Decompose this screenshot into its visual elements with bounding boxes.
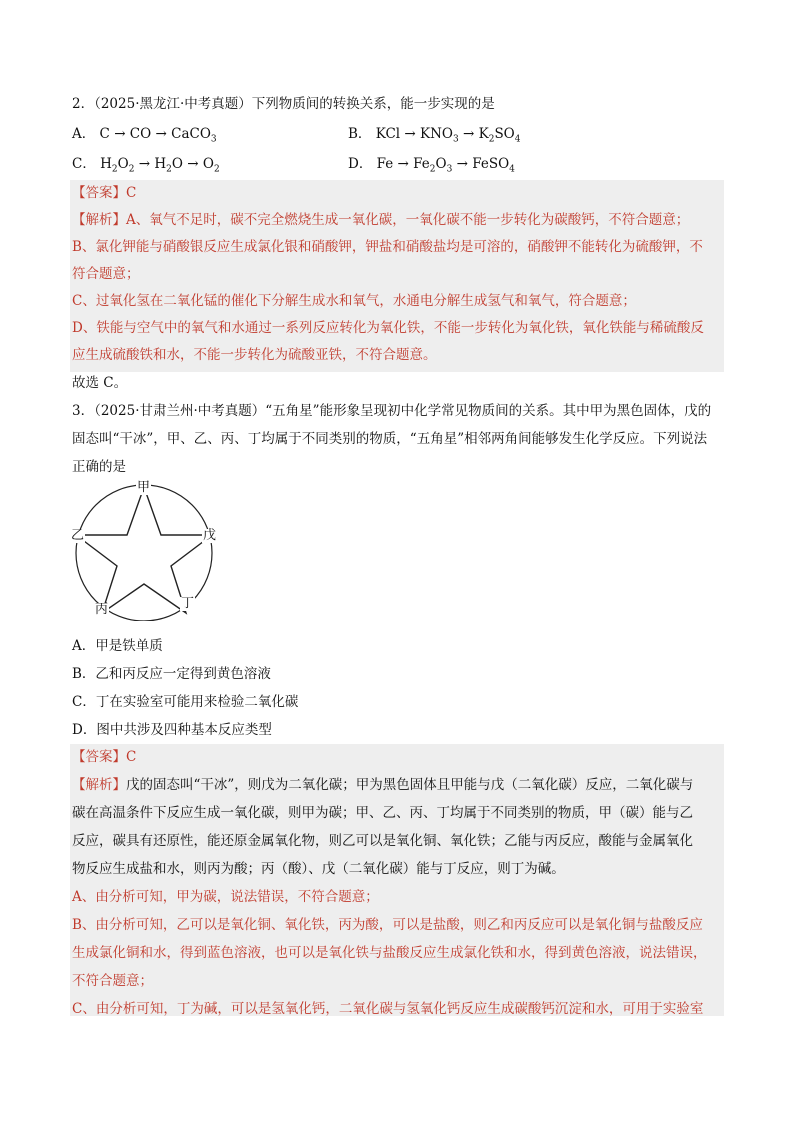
q3-analysis-line-5: A、由分析可知，甲为碳，说法错误，不符合题意； bbox=[72, 889, 379, 905]
q2-stem: 2．（2025·黑龙江·中考真题）下列物质间的转换关系，能一步实现的是 bbox=[72, 96, 495, 112]
q3-option-d[interactable]: D．图中共涉及四种基本反应类型 bbox=[72, 722, 272, 738]
q3-analysis-line-4: 物反应生成盐和水，则丙为酸；丙（酸）、戊（二氧化碳）能与丁反应，则丁为碱。 bbox=[72, 861, 565, 877]
five-pointed-star-diagram bbox=[70, 481, 220, 621]
q2-answer-panel bbox=[70, 180, 724, 372]
q2-analysis-line-6: 应生成硫酸铁和水，不能一步转化为硫酸亚铁，不符合题意。 bbox=[72, 347, 437, 363]
q3-analysis-line-2: 碳在高温条件下反应生成一氧化碳，则甲为碳；甲、乙、丙、丁均属于不同类别的物质，甲（碳）能与乙 bbox=[72, 805, 693, 821]
q3-analysis-line-9: C、由分析可知，丁为碱，可以是氢氧化钙，二氧化碳与氢氧化钙反应生成碳酸钙沉淀和水，可用于实验室 bbox=[72, 1001, 704, 1017]
label-jia: 甲 bbox=[137, 480, 151, 495]
q2-analysis-line-2: B、氯化钾能与硝酸银反应生成氯化银和硝酸钾，钾盐和硝酸盐均是可溶的，硝酸钾不能转化为硫酸钾，不 bbox=[72, 239, 703, 255]
q3-stem-line-1: 3．（2025·甘肃兰州·中考真题）“五角星”能形象呈现初中化学常见物质间的关系。其中甲为黑色固体，戊的 bbox=[72, 403, 712, 419]
q2-analysis-line-3: 符合题意； bbox=[72, 266, 140, 282]
label-bing: 丙 bbox=[95, 602, 109, 617]
label-yi: 乙 bbox=[71, 528, 85, 543]
q3-stem-line-2: 固态叫“干冰”，甲、乙、丙、丁均属于不同类别的物质，“五角星”相邻两角间能够发生化学反应。下列说法 bbox=[72, 431, 708, 447]
label-wu: 戊 bbox=[203, 528, 217, 543]
q3-option-a[interactable]: A．甲是铁单质 bbox=[72, 638, 163, 654]
q3-option-c[interactable]: C．丁在实验室可能用来检验二氧化碳 bbox=[72, 694, 299, 710]
q2-analysis-line-5: D、铁能与空气中的氧气和水通过一系列反应转化为氧化铁，不能一步转化为氧化铁，氧化铁能与稀硫酸反 bbox=[72, 320, 704, 336]
q3-answer: 【答案】C bbox=[72, 749, 137, 765]
q3-analysis-line-8: 不符合题意； bbox=[72, 973, 153, 989]
q3-option-b[interactable]: B．乙和丙反应一定得到黄色溶液 bbox=[72, 666, 271, 682]
label-ding: 丁 bbox=[181, 596, 195, 611]
q3-analysis-line-3: 反应，碳具有还原性，能还原金属氧化物，则乙可以是氧化铜、氧化铁；乙能与丙反应，酸能与金属氧化 bbox=[72, 833, 693, 849]
star-shape bbox=[76, 487, 212, 613]
q3-analysis-line-1: 【解析】戊的固态叫“干冰”，则戊为二氧化碳；甲为黑色固体且甲能与戊（二氧化碳）反应，二氧化碳与 bbox=[72, 777, 694, 793]
q3-analysis-line-6: B、由分析可知，乙可以是氧化铜、氧化铁，丙为酸，可以是盐酸，则乙和丙反应可以是氧化铜与盐酸反应 bbox=[72, 917, 703, 933]
q2-conclusion: 故选 C。 bbox=[72, 375, 128, 391]
q2-answer: 【答案】C bbox=[72, 185, 137, 201]
q3-analysis-line-7: 生成氯化铜和水，得到蓝色溶液，也可以是氧化铁与盐酸反应生成氯化铁和水，得到黄色溶液，说法错误， bbox=[72, 945, 707, 961]
q2-analysis-line-1: 【解析】A、氧气不足时，碳不完全燃烧生成一氧化碳，一氧化碳不能一步转化为碳酸钙，不符合题意； bbox=[72, 212, 690, 228]
q2-option-c[interactable]: C． $H_2O_2 \to H_2O \to O_2$ bbox=[72, 156, 220, 175]
q2-option-b[interactable]: B． KCl → $KNO_3 \to K_2SO_4$ bbox=[348, 126, 521, 145]
q2-option-d[interactable]: D． $Fe \to Fe_2O_3$ → FeSO$_4$ bbox=[348, 156, 515, 175]
q2-analysis-line-4: C、过氧化氢在二氧化锰的催化下分解生成水和氧气，水通电分解生成氢气和氧气，符合题意； bbox=[72, 293, 636, 309]
q3-stem-line-3: 正确的是 bbox=[72, 459, 126, 475]
star-svg bbox=[70, 481, 220, 621]
q2-option-a[interactable]: A． C → CO → CaCO$_3$ bbox=[72, 126, 217, 145]
